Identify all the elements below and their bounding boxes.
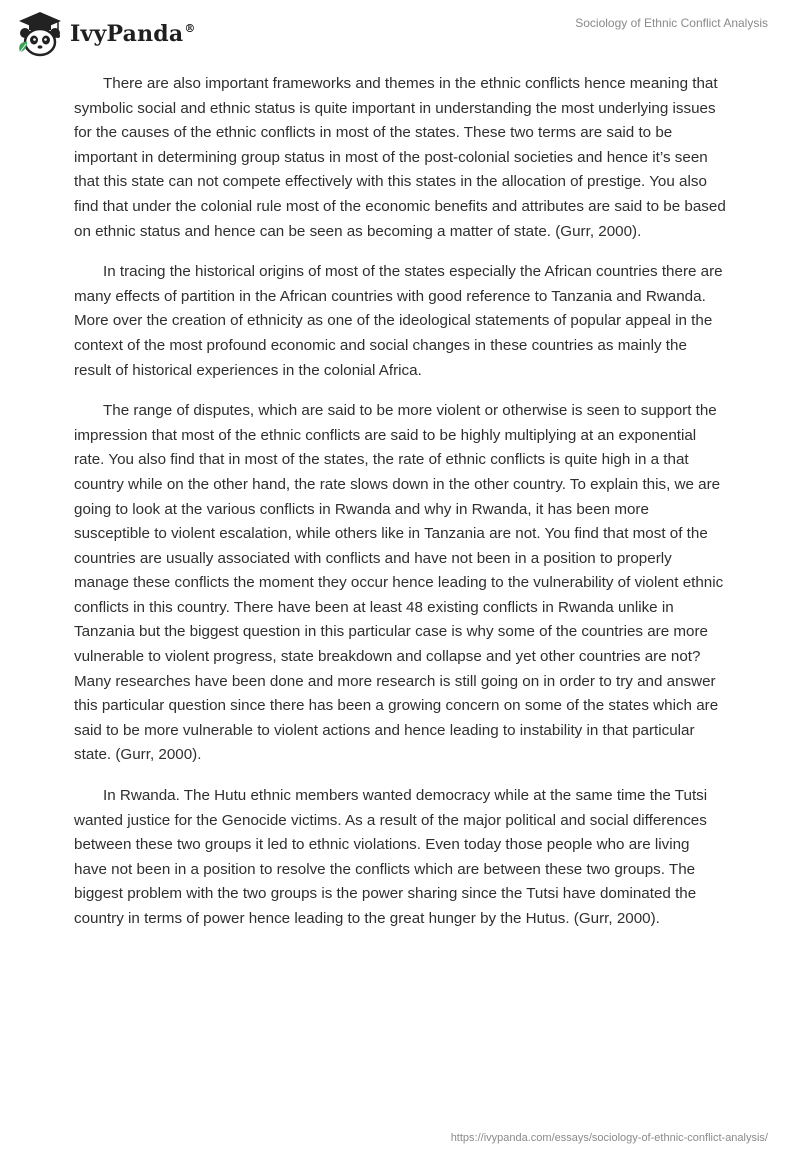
page-header xyxy=(0,0,800,70)
paragraph: In Rwanda. The Hutu ethnic members wanted democracy while at the same time the Tutsi wanted justice for the Genocide victims. As a result of the major political and social differences between these two groups it led to ethnic violations. Even today those people who are living have not been in a position to resolve the conflicts which are between these two groups. The biggest problem with the two groups is the power sharing since the Tutsi have dominated the country in terms of power hence leading to the great hunger by the Hutus. (Gurr, 2000). xyxy=(74,787,708,927)
registered-mark: ® xyxy=(184,22,196,35)
brand-logo[interactable] xyxy=(14,8,196,60)
paragraph: There are also important frameworks and themes in the ethnic conflicts hence meaning that symbolic social and ethnic status is quite important in understanding the most underlying issues for the causes of the ethnic conflicts in most of the states. These two terms are said to be important in determining group status in most of the post-colonial societies and hence it’s seen that this state can not compete effectively with this states in the allocation of prestige. You also find that under the colonial rule most of the economic benefits and attributes are said to be based on ethnic status and hence can be seen as becoming a matter of state. (Gurr, 2000). xyxy=(74,75,726,240)
brand-name xyxy=(70,21,196,47)
panda-graduate-icon xyxy=(14,8,66,60)
document-title: Sociology of Ethnic Conflict Analysis xyxy=(575,16,768,30)
brand-name-text: IvyPanda xyxy=(70,21,184,47)
paragraph: The range of disputes, which are said to be more violent or otherwise is seen to support the impression that most of the ethnic conflicts are said to be highly multiplying at an exponential rate. You also find that in most of the states, the rate of ethnic conflicts is quite high in a that country while on the other hand, the rate slows down in the other country. To explain this, we are going to look at the various conflicts in Rwanda and why in Rwanda, it has been more susceptible to violent escalation, while others like in Tanzania are not. You find that most of the countries are usually associated with conflicts and have not been in a position to properly manage these conflicts the moment they occur hence leading to the vulnerability of violent ethnic conflicts in this country. There have been at least 48 existing conflicts in Rwanda unlike in Tanzania but the biggest question in this particular case is why some of the countries are more vulnerable to violent progress, state breakdown and collapse and yet other countries are not? Many researches have been done and more research is still going on in order to try and answer this particular question since there has been a growing concern on some of the states which are said to be more vulnerable to violent actions and hence leading to instability in that particular state. (Gurr, 2000). xyxy=(74,402,724,764)
essay-body xyxy=(74,72,726,948)
source-url[interactable]: https://ivypanda.com/essays/sociology-of-ethnic-conflict-analysis/ xyxy=(450,1132,768,1144)
paragraph: In tracing the historical origins of most of the states especially the African countries there are many effects of partition in the African countries with good reference to Tanzania and Rwanda. More over the creation of ethnicity as one of the ideological statements of popular appeal in the context of the most profound economic and social changes in these countries as mainly the result of historical experiences in the colonial Africa. xyxy=(74,263,723,379)
